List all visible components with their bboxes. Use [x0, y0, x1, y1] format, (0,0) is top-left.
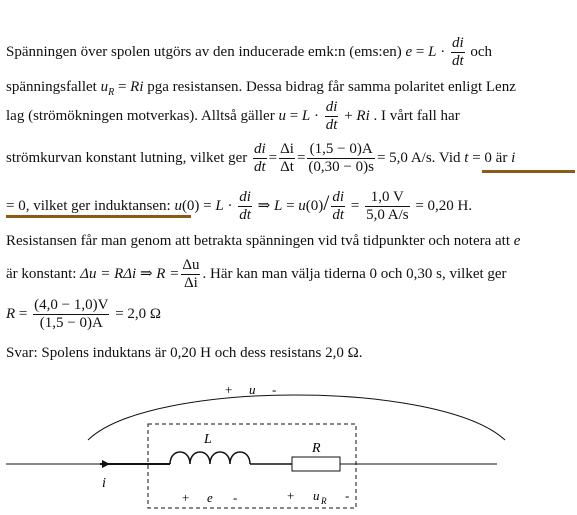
- l3-dt: dt: [325, 116, 338, 133]
- l7-rest: . Här kan man välja tiderna 0 och 0,30 s, vilket ger: [202, 266, 507, 283]
- inductor-coil-icon: [170, 452, 250, 464]
- l1-text: Spänningen över spolen utgörs av den inducerade emk:n (ems:en): [6, 44, 402, 61]
- l5-dt: dt: [239, 206, 251, 223]
- l2-uR-sub: R: [108, 87, 115, 98]
- e-plus-label: +: [182, 490, 190, 505]
- l4-result: = 5,0 A/s.: [376, 150, 436, 167]
- l4-di: di: [253, 141, 266, 157]
- l1-eq: =: [412, 44, 429, 61]
- l7-den: Δi: [183, 274, 198, 291]
- l4-eq1: =: [268, 150, 278, 167]
- l5-dot: ·: [223, 198, 237, 215]
- l4-text: strömkurvan konstant lutning, vilket ger: [6, 150, 248, 167]
- l5-L2: L: [273, 198, 283, 215]
- l8-result: = 2,0 Ω: [111, 306, 162, 323]
- l5-dt2: dt: [332, 206, 345, 223]
- l7-formula: Δu = RΔi ⇒ R =: [80, 266, 180, 283]
- l9-answer: Svar: Spolens induktans är 0,20 H och dess resistans 2,0 Ω.: [6, 345, 363, 361]
- l5-den: 5,0 A/s: [366, 206, 409, 223]
- uR-sub-label: R: [321, 496, 327, 506]
- uR-plus-label: +: [287, 488, 295, 503]
- l3-plus: +: [340, 108, 357, 125]
- uR-label: u: [313, 488, 320, 503]
- l3-L: L: [301, 108, 311, 125]
- top-plus-label: +: [225, 382, 233, 397]
- l3-dot: ·: [310, 108, 323, 125]
- l3-rest: . I vårt fall har: [369, 108, 460, 125]
- l2-Ri: Ri: [130, 79, 144, 95]
- top-u-label: u: [249, 382, 256, 397]
- l8-eq: =: [15, 306, 32, 323]
- l2-text: spänningsfallet: [6, 79, 97, 95]
- resistor-label: R: [312, 441, 321, 456]
- voltage-arc: [88, 395, 505, 440]
- l4-i: i: [511, 150, 516, 167]
- l3-Ri: Ri: [356, 108, 370, 125]
- l5-result: = 0,20 H.: [411, 198, 473, 215]
- resistor-icon: [292, 457, 340, 471]
- l1-e: e: [405, 44, 413, 61]
- l5-u0b: (0) =: [181, 198, 216, 215]
- current-label: i: [102, 476, 106, 491]
- l5-arrow: ⇒: [253, 198, 274, 215]
- inductor-label: L: [204, 432, 212, 447]
- l1-di: di: [451, 35, 464, 51]
- l1-dt: dt: [451, 52, 464, 69]
- l4-num: (1,5 − 0)A: [307, 142, 375, 159]
- l2-eq: =: [114, 79, 131, 95]
- l5-eq: =: [282, 198, 299, 215]
- l4-den: (0,30 − 0)s: [308, 158, 374, 175]
- l4-Dt: Δt: [280, 158, 294, 175]
- l2-uR: u: [100, 79, 109, 95]
- l8-num: (4,0 − 1,0)V: [34, 297, 109, 313]
- l4-Di: Δi: [280, 141, 294, 157]
- l3-text: lag (strömökningen motverkas). Alltså gäller: [6, 108, 275, 125]
- current-arrow-icon: [102, 460, 110, 468]
- l3-u: u: [278, 108, 286, 125]
- l7-num: Δu: [182, 257, 200, 273]
- l1-och: och: [470, 44, 493, 61]
- l6-e: e: [513, 233, 521, 249]
- l5-num: 1,0 V: [365, 190, 410, 207]
- e-label: e: [207, 490, 213, 505]
- l5-u: u: [298, 198, 306, 215]
- l5-di2: di: [332, 189, 345, 205]
- l3-di: di: [325, 99, 338, 115]
- e-minus-label: -: [233, 490, 238, 505]
- l5-L: L: [215, 198, 224, 215]
- uR-minus-label: -: [345, 488, 350, 503]
- l5-u0: u: [174, 198, 182, 215]
- l1-L: L: [428, 44, 437, 61]
- l4-dt: dt: [253, 158, 266, 175]
- l4-mid: = 0 är: [468, 150, 508, 167]
- l8-R: R: [6, 306, 16, 323]
- l5-slash: /: [323, 190, 330, 216]
- l7-text: är konstant:: [6, 266, 77, 283]
- l8-den: (1,5 − 0)A: [39, 314, 103, 331]
- l5-eq2: =: [347, 198, 364, 215]
- l5-di: di: [239, 189, 251, 205]
- l5-text: = 0, vilket ger induktansen:: [6, 198, 171, 215]
- l4-vid: Vid: [438, 150, 461, 167]
- l6-text: Resistansen får man genom att betrakta spänningen vid två tidpunkter och notera att: [6, 233, 511, 249]
- l3-eq: =: [285, 108, 302, 125]
- l4-eq2: =: [296, 150, 306, 167]
- l5-ub: (0): [305, 198, 324, 215]
- l4-t: t: [464, 150, 469, 167]
- top-minus-label: -: [272, 382, 277, 397]
- l1-dot: ·: [436, 44, 449, 61]
- l2-rest: pga resistansen. Dessa bidrag får samma polaritet enligt Lenz: [143, 79, 516, 95]
